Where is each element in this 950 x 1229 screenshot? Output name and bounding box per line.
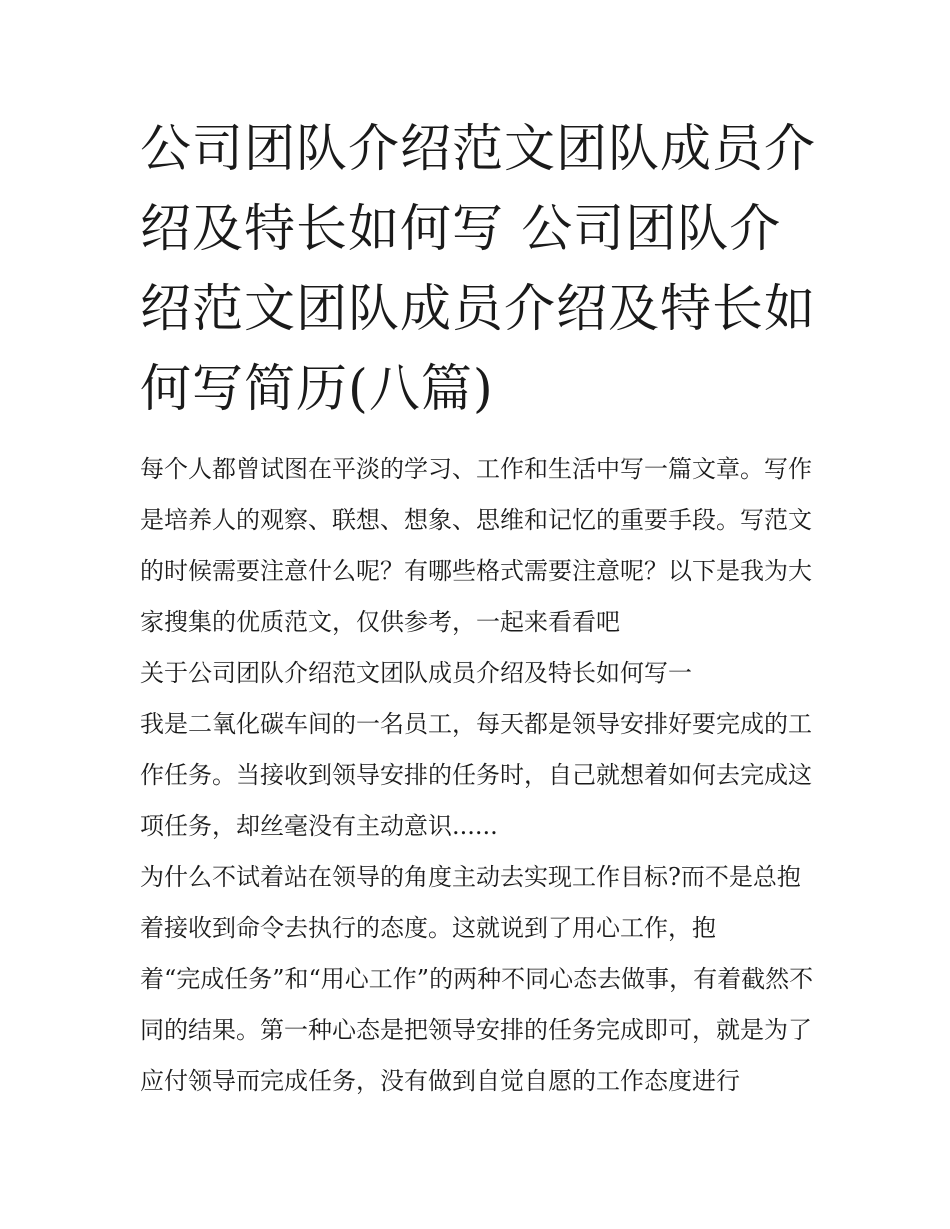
document-title: 公司团队介绍范文团队成员介绍及特长如何写 公司团队介绍范文团队成员介绍及特长如何写简历(八篇)	[140, 120, 817, 419]
intro-paragraph: 每个人都曾试图在平淡的学习、工作和生活中写一篇文章。写作是培养人的观察、联想、想象、思维和记忆的重要手段。写范文的时候需要注意什么呢？有哪些格式需要注意呢？以下是我为大家搜集的优质范文，仅供参考，一起来看看吧	[140, 455, 812, 636]
body-paragraph: 我是二氧化碳车间的一名员工，每天都是领导安排好要完成的工作任务。当接收到领导安排的任务时，自己就想着如何去完成这项任务，却丝毫没有主动意识......	[140, 710, 812, 840]
document-body	[140, 444, 820, 1107]
document-content	[140, 110, 820, 1107]
body-paragraph: 着“完成任务”和“用心工作”的两种不同心态去做事，有着截然不同的结果。第一种心态是把领导安排的任务完成即可，就是为了应付领导而完成任务，没有做到自觉自愿的工作态度进行	[140, 965, 814, 1095]
section-heading: 关于公司团队介绍范文团队成员介绍及特长如何写一	[140, 659, 692, 687]
body-paragraph: 为什么不试着站在领导的角度主动去实现工作目标?而不是总抱着接收到命令去执行的态度。这就说到了用心工作，抱	[140, 863, 801, 942]
